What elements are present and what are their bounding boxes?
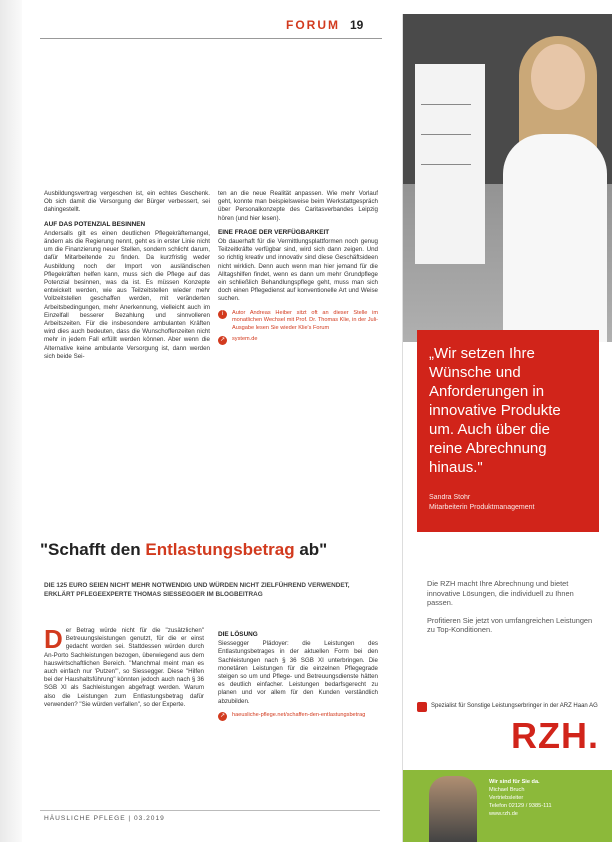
photo-torso [503,134,607,342]
arz-logo-icon [417,702,427,712]
col-c-paragraph [44,624,204,709]
system-link-text[interactable]: system.de [232,336,258,343]
column-d [218,627,378,721]
ad-person-name: Sandra Stohr [429,494,471,501]
contact-line-3: Vertriebsleiter [489,795,524,801]
header-divider [40,38,382,39]
link-icon: ↗ [219,337,226,344]
rzh-sub-text: Spezialist für Sonstige Leistungserbringer in der ARZ Haan AG [431,703,598,710]
col-c-body: er Betrag würde nicht für die "zusätzlichen" Betreuungsleistungen genutzt, für die er einst gedacht worden sei. Stattdessen würden durch An-Porto Sachleistungen bezogen, überwiegend aus dem hauswirtschaftlichen Bereich. "Manchmal meint man es auch einfach nur 'Putzen'", so Siessegger. Diese "Hilfen bei der Haushaltsführung" könnten jedoch auch nach § 36 SGB XI als Sachleistungen abgefragt werden. Warum also die Leistungen zum Entlastungsbetrag dafür verwenden? "Sie würden verfallen", so der Experte. [44,627,204,708]
contact-text [489,778,607,818]
section-title: FORUM [286,18,340,32]
ad-photo [403,14,612,342]
column-b [218,190,378,345]
system-link[interactable] [218,336,378,345]
flipchart-line [421,104,471,105]
link-icon: ↗ [219,712,226,719]
col-a-body: Andersalls gilt es einen deutlichen Pflegekräftemangel, ändern als die Regierung nennt, geht es in erster Linie nicht um die Finanzierung neuer Stellen, sondern schlicht darum, dafür Mitarbeitende zu finden. Da kurzfristig weder Ausbildung noch der Import von ausländischen Pflegekräften helfen kann, muss sich die Pflege auf das Potenzial besinnen, was da ist. Es müssen Konzepte entwickelt werden, wie aus Teilzeitstellen wieder mehr Vollzeitstellen geschaffen werden, mit veränderten Arbeitsbedingungen, mehr Anerkennung, vielleicht auch im Einzelfall besserer Bezahlung und sinnvolleren Arbeitszeiten. Für die insbesondere ambulanten Kräften wird dies auch bedeuten, dass die Wunschoffenzeiten nicht mehr in jedem Fall erfüllt werden können. Aber wenn die Alternative keine ambulante Versorgung ist, dann werden sich beide Sei- [44,229,210,360]
ad-quote: „Wir setzen Ihre Wünsche und Anforderungen in innovative Produkte um. Auch über die reine Abrechnung hinaus." [429,345,561,476]
contact-line-5[interactable]: www.rzh.de [489,811,518,817]
contact-bar [403,770,612,842]
heading-verfuegbarkeit: EINE FRAGE DER VERFÜGBARKEIT [218,228,330,236]
footer-divider [40,810,380,811]
ad-person [429,493,587,513]
headline-start: "Schafft den [40,540,146,559]
contact-portrait [429,776,477,842]
ad-person-role: Mitarbeiterin Produktmanagement [429,504,535,511]
ad-copy [427,579,597,643]
page-edge [0,0,22,842]
info-icon: i [218,310,227,319]
col-b-intro: ten an die neue Realität anpassen. Wie mehr Vorlauf geht, konnte man beispielsweise beim Werkstattgespräch über Personalkonzepte des Caritasverbandes Leipzig hören (und hier lesen). [218,190,378,222]
heading-potenzial: AUF DAS POTENZIAL BESINNEN [44,220,146,228]
contact-line-2: Michael Bruch [489,787,525,793]
contact-line-4: Telefon 02129 / 9385-111 [489,803,552,809]
rzh-logo [417,702,599,754]
column-a [44,190,210,367]
column-c [44,624,204,715]
ad-copy-2: Profitieren Sie jetzt von umfangreichen Leistungen zu Top-Konditionen. [427,615,593,635]
ad-copy-1: Die RZH macht Ihre Abrechnung und bietet innovative Lösungen, die individuell zu Ihnen passen. [427,579,574,608]
article-link-text[interactable]: haeusliche-pflege.net/schaffen-den-entlastungsbetrag [232,711,366,718]
contact-line-1: Wir sind für Sie da. [489,779,540,785]
advertisement [402,14,612,842]
col-a-intro: Ausbildungsvertrag vergeschen ist, ein echtes Geschenk. Ob sich damit die Versorgung der Bürger verbessert, sei dahingestellt. [44,190,210,214]
quote-box [417,330,599,532]
heading-loesung: DIE LÖSUNG [218,631,258,638]
dropcap: D [44,624,63,654]
photo-face [531,44,585,110]
page-header [286,18,363,32]
article-link[interactable] [218,712,378,721]
article-headline [40,540,327,560]
flipchart-line [421,134,471,135]
headline-accent: Entlastungsbetrag [145,540,295,559]
flipchart-line [421,164,471,165]
col-b-body: Ob dauerhaft für die Vermittlungsplattformen noch genug Teilzeitkräfte verfügbar sind, wird sich dann zeigen. Und so richtig kreativ und innovativ sind diese Geschäftsideen nicht wirklich. Denn auch wenn man hier jemand für die Alltagshilfen findet, wenn es dann um mehr Grundpflege ein schließlich Behandlungspflege geht, muss man sich doch einen Pflegedienst auf konventionelle Art und Weise suchen. [218,238,378,303]
col-d-body: Siessegger Plädoyer: die Leistungen des Entlastungsbetrages in der aktuellen Form bei den Sachleistungen nach § 36 SGB XI unterbringen. Die monetären Leistungen für die einzelnen Pflegegrade steigen so um und Pflege- und Betreuungsdienste hätten es deutlich einfacher. Leistungen bedarfsgerecht zu planen und vor allem für den Kunden verständlich abzubilden. [218,640,378,705]
page-footer: HÄUSLICHE PFLEGE | 03.2019 [44,815,165,822]
author-note [218,310,378,333]
rzh-tagline [417,702,599,712]
headline-end: ab" [294,540,328,559]
author-note-text: Autor Andreas Heiber sitzt oft an dieser Stelle im monatlichen Wechsel mit Prof. Dr. Thomas Klie, in der Juli-Ausgabe lesen Sie wieder Klie's Forum [232,309,378,331]
article-subline: DIE 125 EURO SEIEN NICHT MEHR NOTWENDIG UND WÜRDEN NICHT ZIELFÜHREND VERWENDET, ERKLÄRT PFLEGEEXPERTE THOMAS SIESSEGGER IM BLOGBEITRAG [44,582,350,598]
rzh-wordmark: RZH. [511,715,599,756]
page-number: 19 [350,18,364,32]
